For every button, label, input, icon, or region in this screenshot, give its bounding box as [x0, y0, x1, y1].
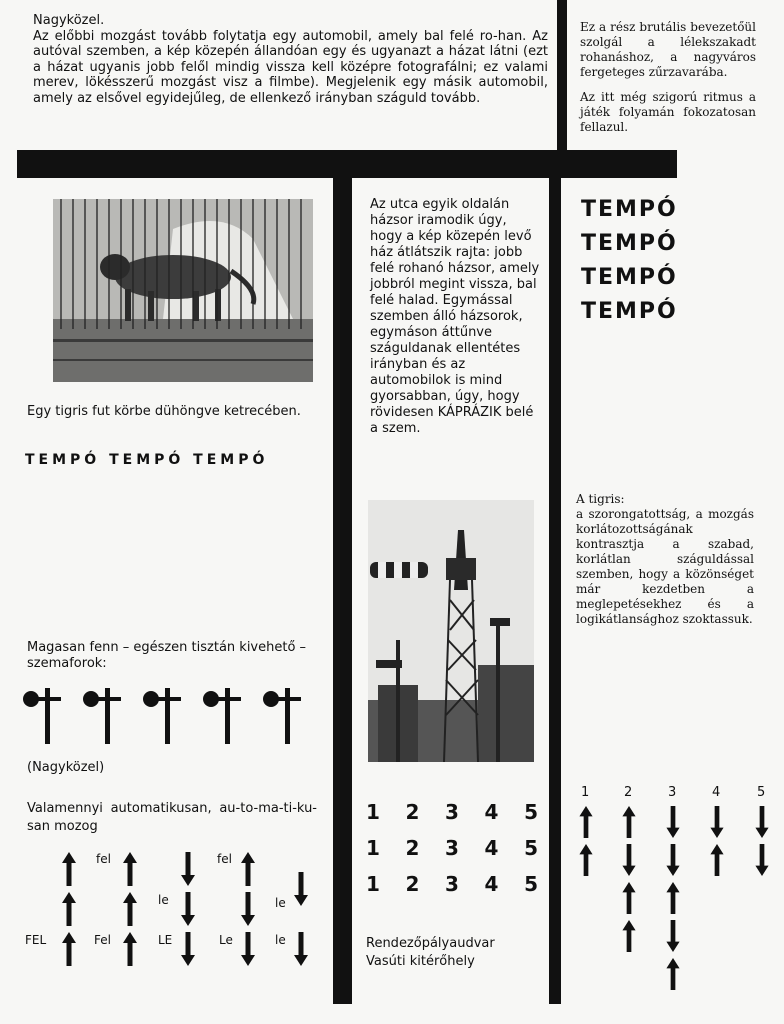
vertical-rule-top-right [557, 0, 567, 160]
semaphore-icon [82, 686, 122, 744]
arrow-down-icon [710, 806, 724, 838]
auto-caption: Valamennyi automatikusan, au-to-ma-ti-ku-san mozog [27, 801, 317, 834]
label-Le: Le [219, 933, 233, 947]
arrow-up-icon [579, 806, 593, 838]
label-le-3: le [275, 933, 286, 947]
arrow-down-icon [666, 806, 680, 838]
arrow-down-icon [241, 932, 255, 966]
semaphore-caption: Magasan fenn – egészen tisztán kivehető – szemaforok: [27, 640, 307, 671]
column-number: 5 [757, 785, 766, 800]
semaphore-icon [202, 686, 242, 744]
number-row-1 [366, 800, 538, 824]
tempo-2: TEMPÓ [581, 231, 678, 256]
arrow-down-icon [181, 852, 195, 886]
number: 3 [445, 836, 459, 860]
vertical-rule-right [549, 178, 561, 1004]
number: 4 [484, 836, 499, 860]
number: 4 [484, 872, 499, 896]
column-number: 3 [668, 785, 677, 800]
arrow-up-icon [123, 932, 137, 966]
number: 1 [366, 872, 380, 896]
arrow-up-icon [62, 852, 76, 886]
tiger-caption: Egy tigris fut körbe dühöngve ketrecében. [27, 404, 301, 419]
number: 1 [366, 800, 380, 824]
arrow-up-icon [123, 852, 137, 886]
arrow-down-icon [755, 844, 769, 876]
semaphore-icon [262, 686, 302, 744]
number: 4 [484, 800, 499, 824]
top-left-block [33, 13, 548, 106]
number: 3 [445, 800, 459, 824]
rhythm-paragraph: Az itt még szigorú ritmus a játék folyamán fokozatosan fellazul. [580, 90, 756, 134]
arrow-up-icon [622, 806, 636, 838]
footer-line-2: Vasúti kitérőhely [366, 954, 475, 969]
tempo-row: TEMPÓ TEMPÓ TEMPÓ [25, 452, 269, 468]
label-le-1: le [158, 893, 169, 907]
top-right-block [580, 20, 756, 135]
number-row-3 [366, 872, 538, 896]
footer-caption [366, 935, 495, 971]
column-number: 2 [624, 785, 633, 800]
number: 5 [524, 872, 538, 896]
arrow-up-icon [666, 882, 680, 914]
tiger-image [53, 199, 313, 382]
label-Fel: Fel [94, 933, 111, 947]
arrow-down-icon [181, 892, 195, 926]
arrow-down-icon [755, 806, 769, 838]
section-paragraph: Az előbbi mozgást tovább folytatja egy automobil, amely bal felé ro-han. Az autóval szemben, a kép közepén állandóan egy és ugyanazt a házat látni (ezt a házat ugyanis jobb felől mindig vissza kell középre fotografálni; ez valami merev, lökésszerű mozgást visz a filmbe). Megjelenik egy másik automobil, amely az elsővel egyidejűleg, de ellenkező irányban száguld tovább. [33, 28, 548, 106]
vertical-rule-left [333, 178, 352, 1004]
semaphore-icon [142, 686, 182, 744]
label-fel-2: fel [217, 852, 232, 866]
tiger-explanation [576, 492, 754, 627]
tempo-stack [581, 193, 678, 329]
number: 2 [405, 836, 420, 860]
number: 5 [524, 800, 538, 824]
arrow-up-icon [622, 920, 636, 952]
arrow-down-icon [181, 932, 195, 966]
tiger-title: A tigris: [576, 492, 625, 506]
label-LE: LE [158, 933, 173, 947]
tempo-3: TEMPÓ [581, 265, 678, 290]
section-title: Nagyközel. [33, 13, 105, 28]
arrow-up-icon [241, 852, 255, 886]
number: 2 [405, 872, 420, 896]
number-row-2 [366, 836, 538, 860]
railway-image [368, 500, 534, 762]
label-fel-1: fel [96, 852, 111, 866]
arrow-up-icon [666, 958, 680, 990]
arrow-down-icon [241, 892, 255, 926]
label-le-2: le [275, 896, 286, 910]
arrow-down-icon [666, 920, 680, 952]
footer-line-1: Rendezőpályaudvar [366, 936, 495, 951]
tiger-text: a szorongatottság, a mozgás korlátozottságának kontrasztja a szabad, korlátlan száguldással szemben, hogy a közönséget már kezdetben a meglepetésekhez és a logikátlansághoz szoktassuk. [576, 507, 754, 626]
arrow-down-icon [622, 844, 636, 876]
arrow-down-icon [294, 932, 308, 966]
label-FEL: FEL [25, 933, 47, 947]
arrow-up-icon [579, 844, 593, 876]
number: 5 [524, 836, 538, 860]
horizontal-band [17, 150, 677, 178]
number: 3 [445, 872, 459, 896]
tiger-photo [53, 199, 313, 382]
street-paragraph: Az utca egyik oldalán házsor iramodik úgy, hogy a kép közepén levő ház átlátszik rajta: jobb felé rohanó házsor, amely jobbról megint vissza, bal felé halad. Egymással szemben álló házsorok, egymáson áttűnve száguldanak ellentétes irányban és az automobilok is mind gyorsabban, úgy, hogy rövidesen KÁPRÁZIK belé a szem. [370, 197, 540, 436]
arrow-down-icon [294, 872, 308, 906]
railway-photo [368, 500, 534, 762]
semaphore-icon [22, 686, 62, 744]
arrow-up-icon [710, 844, 724, 876]
tempo-1: TEMPÓ [581, 197, 678, 222]
arrow-up-icon [62, 932, 76, 966]
arrow-up-icon [62, 892, 76, 926]
number: 1 [366, 836, 380, 860]
number: 2 [405, 800, 420, 824]
closeup-label: (Nagyközel) [27, 760, 105, 775]
arrow-down-icon [666, 844, 680, 876]
column-number: 1 [581, 785, 590, 800]
arrow-up-icon [622, 882, 636, 914]
intro-paragraph: Ez a rész brutális bevezetőül szolgál a lélekszakadt rohanáshoz, a nagyváros fergeteges zűrzavarába. [580, 20, 756, 79]
column-number: 4 [712, 785, 721, 800]
arrow-up-icon [123, 892, 137, 926]
tempo-4: TEMPÓ [581, 299, 678, 324]
